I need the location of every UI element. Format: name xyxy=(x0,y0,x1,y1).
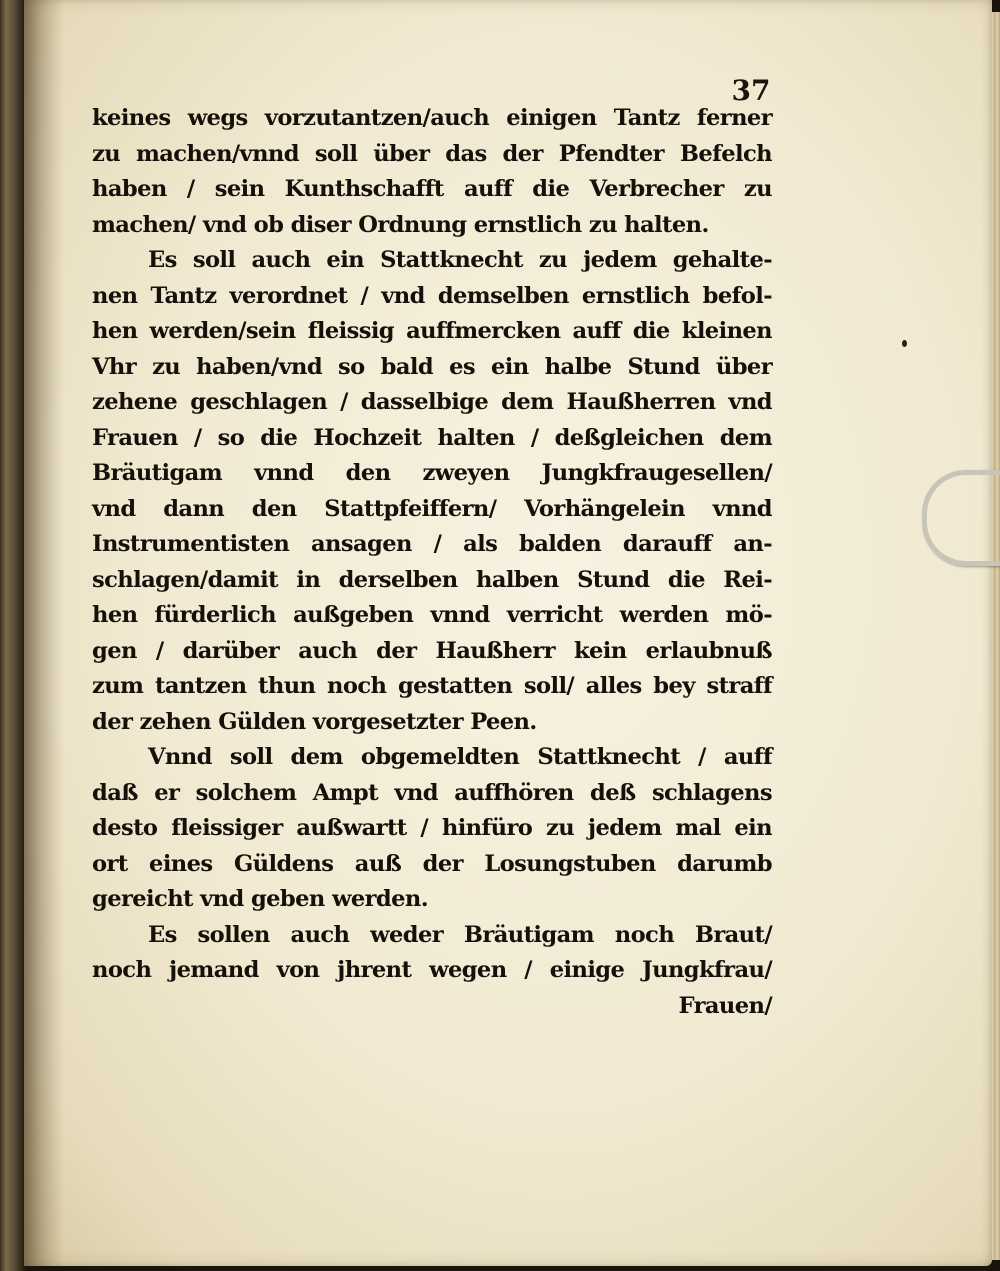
text-line: Vhr zu haben/vnd so bald es ein halbe Stund über xyxy=(92,353,772,380)
text-line: zum tantzen thun noch gestatten soll/ alles bey straff xyxy=(92,673,772,699)
paper-clip-icon xyxy=(922,470,1000,566)
text-line: machen/ vnd ob diser Ordnung ernstlich zu halten. xyxy=(92,211,709,238)
text-line: haben / sein Kunthschafft auff die Verbrecher zu xyxy=(92,176,772,202)
text-line: Es sollen auch weder Bräutigam noch Braut/ xyxy=(148,921,772,948)
text-line: ort eines Güldens auß der Losungstuben darumb xyxy=(92,850,772,877)
text-line: Es soll auch ein Stattknecht zu jedem gehalte- xyxy=(148,247,772,273)
text-block xyxy=(92,101,772,1024)
text-line: Frauen/ xyxy=(678,992,772,1019)
text-line: hen fürderlich außgeben vnnd verricht werden mö- xyxy=(92,602,772,628)
text-line: keines wegs vorzutantzen/auch einigen Tantz ferner xyxy=(92,105,772,131)
text-line: gereicht vnd geben werden. xyxy=(92,886,428,912)
text-line: hen werden/sein fleissig auffmercken auff die kleinen xyxy=(92,318,772,344)
text-line: nen Tantz verordnet / vnd demselben ernstlich befol- xyxy=(92,282,772,309)
text-line: schlagen/damit in derselben halben Stund die Rei- xyxy=(92,566,772,593)
text-line: der zehen Gülden vorgesetzter Peen. xyxy=(92,708,537,735)
text-line: noch jemand von jhrent wegen / einige Jungkfrau/ xyxy=(92,957,772,983)
text-line: zu machen/vnnd soll über das der Pfendter Befelch xyxy=(92,140,772,167)
text-line: desto fleissiger außwartt / hinfüro zu jedem mal ein xyxy=(92,815,772,841)
text-line: Frauen / so die Hochzeit halten / deßgleichen dem xyxy=(92,424,772,451)
page-number: 37 xyxy=(731,74,771,107)
text-line: Bräutigam vnnd den zweyen Jungkfraugesellen/ xyxy=(92,460,772,486)
text-line: gen / darüber auch der Haußherr kein erlaubnuß xyxy=(92,637,772,664)
ink-speck xyxy=(902,340,907,347)
text-line: zehene geschlagen / dasselbige dem Haußherren vnd xyxy=(92,389,772,415)
text-line: daß er solchem Ampt vnd auffhören deß schlagens xyxy=(92,779,772,806)
text-line: Instrumentisten ansagen / als balden darauff an- xyxy=(92,531,772,557)
text-line: Vnnd soll dem obgemeldten Stattknecht / auff xyxy=(148,744,772,770)
text-line: vnd dann den Stattpfeiffern/ Vorhängelein vnnd xyxy=(92,495,772,522)
